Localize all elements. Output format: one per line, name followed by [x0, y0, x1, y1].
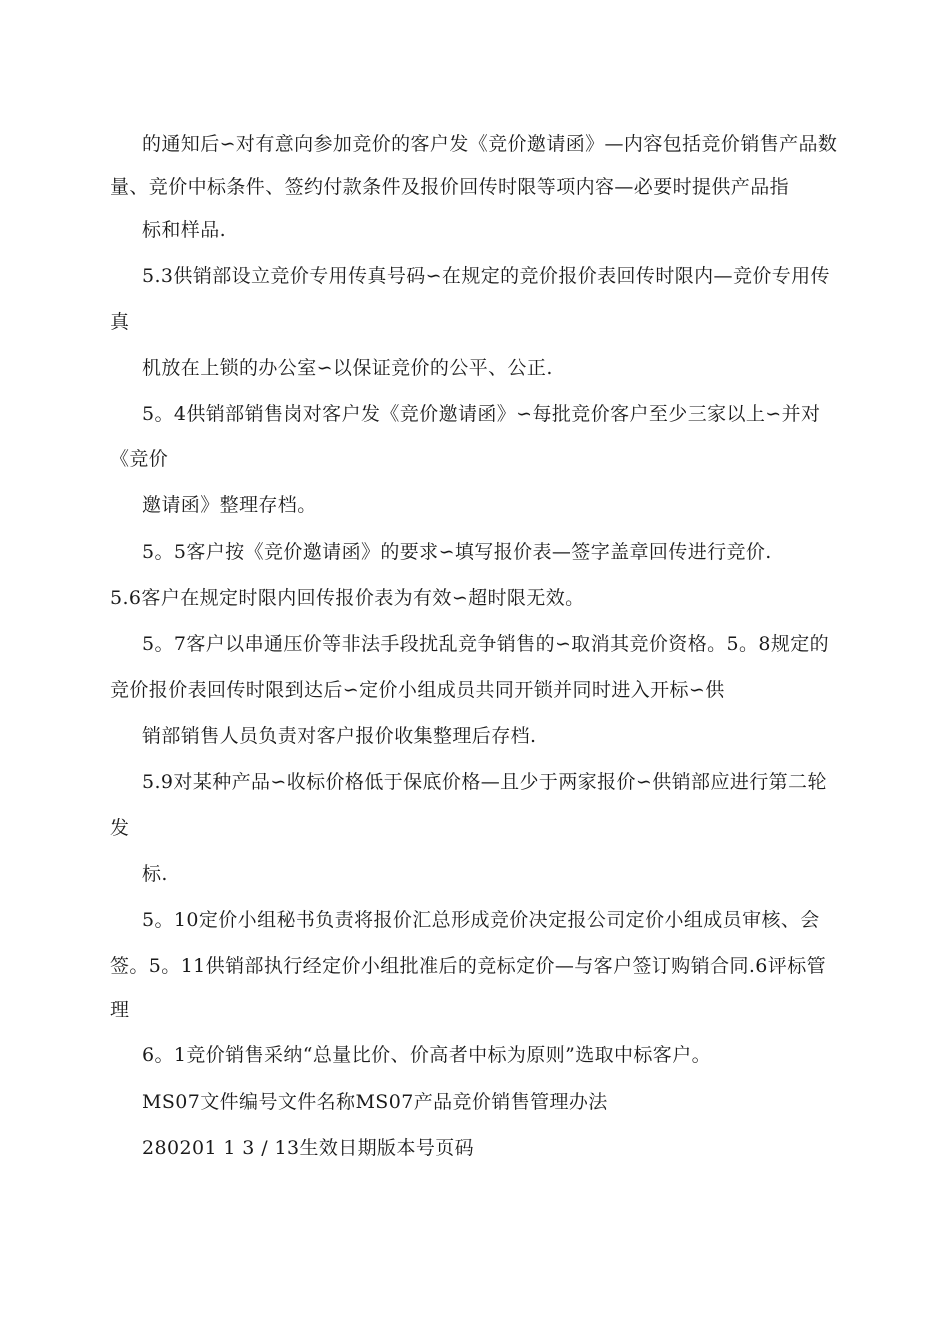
text-line: 280201 1 3 / 13生效日期版本号页码 [142, 1137, 475, 1159]
text-line: 签。5。11供销部执行经定价小组批准后的竞标定价—与客户签订购销合同.6评标管 [110, 955, 826, 977]
text-line: 5.6客户在规定时限内回传报价表为有效∽超时限无效。 [110, 587, 585, 609]
text-line: 标和样品. [142, 219, 227, 241]
text-line: 量、竞价中标条件、签约付款条件及报价回传时限等项内容—必要时提供产品指 [110, 176, 790, 198]
text-line: 机放在上锁的办公室∽以保证竞价的公平、公正. [142, 357, 553, 379]
text-line: 标. [142, 863, 168, 885]
text-line: 竞价报价表回传时限到达后∽定价小组成员共同开锁并同时进入开标∽供 [110, 679, 725, 701]
text-line: 邀请函》整理存档。 [142, 494, 317, 516]
text-line: 发 [110, 817, 130, 839]
text-line: 销部销售人员负责对客户报价收集整理后存档. [142, 725, 537, 747]
text-line: 《竞价 [110, 448, 169, 470]
text-line: MS07文件编号文件名称MS07产品竞价销售管理办法 [142, 1091, 608, 1113]
text-line: 真 [110, 311, 130, 333]
text-line: 5。4供销部销售岗对客户发《竞价邀请函》∽每批竞价客户至少三家以上∽并对 [142, 403, 821, 425]
text-line: 5。5客户按《竞价邀请函》的要求∽填写报价表—签字盖章回传进行竞价. [142, 541, 772, 563]
text-line: 的通知后∽对有意向参加竞价的客户发《竞价邀请函》—内容包括竞价销售产品数 [142, 133, 838, 155]
text-line: 5.9对某种产品∽收标价格低于保底价格—且少于两家报价∽供销部应进行第二轮 [142, 771, 827, 793]
text-line: 理 [110, 999, 130, 1021]
text-line: 5.3供销部设立竞价专用传真号码∽在规定的竞价报价表回传时限内—竞价专用传 [142, 265, 830, 287]
text-line: 6。1竞价销售采纳“总量比价、价高者中标为原则”选取中标客户。 [142, 1044, 712, 1066]
text-line: 5。7客户以串通压价等非法手段扰乱竞争销售的∽取消其竞价资格。5。8规定的 [142, 633, 830, 655]
text-line: 5。10定价小组秘书负责将报价汇总形成竞价决定报公司定价小组成员审核、会 [142, 909, 820, 931]
